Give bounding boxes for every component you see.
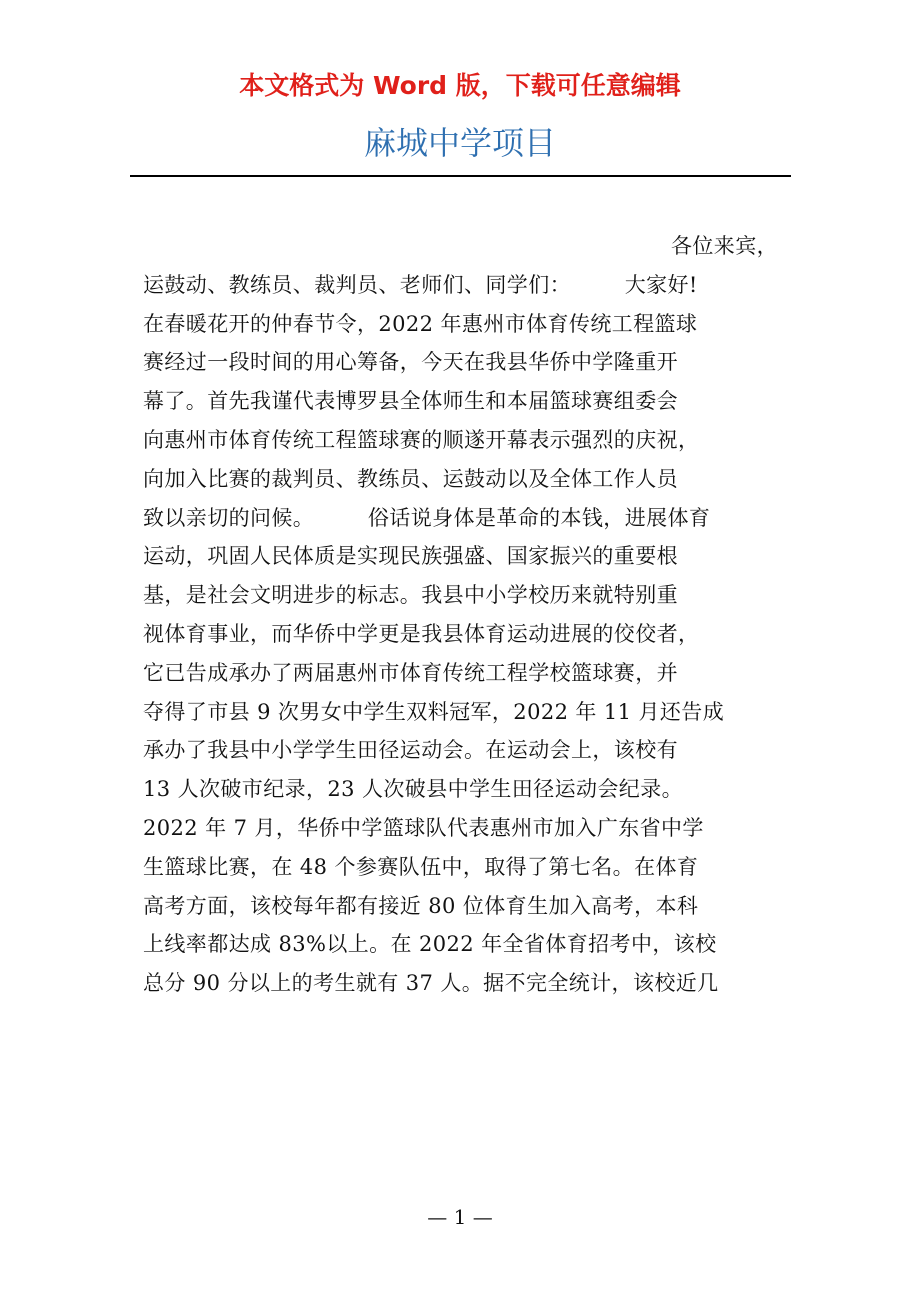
text-line: 承办了我县中小学学生田径运动会。在运动会上，该校有	[143, 738, 678, 763]
text-line: 基，是社会文明进步的标志。我县中小学校历来就特别重	[143, 583, 678, 608]
text-line: 赛经过一段时间的用心筹备，今天在我县华侨中学隆重开	[143, 350, 678, 375]
document-title: 麻城中学项目	[363, 124, 556, 162]
text-line: 向惠州市体育传统工程篮球赛的顺遂开幕表示强烈的庆祝，	[143, 427, 700, 452]
salutation-line: 各位来宾，	[671, 234, 778, 258]
text-line: 向加入比赛的裁判员、教练员、运鼓动以及全体工作人员	[143, 466, 678, 491]
text-line: 高考方面，该校每年都有接近 80 位体育生加入高考，本科	[143, 893, 699, 918]
text-line: 它已告成承办了两届惠州市体育传统工程学校篮球赛，并	[143, 660, 678, 685]
text-line: 生篮球比赛，在 48 个参赛队伍中，取得了第七名。在体育	[143, 854, 699, 879]
speech-body	[143, 227, 783, 1003]
text-line: 总分 90 分以上的考生就有 37 人。据不完全统计，该校近几	[143, 971, 719, 996]
page-number: — 1 —	[427, 1205, 493, 1229]
text-line: 致以亲切的问候。 俗话说身体是革命的本钱，进展体育	[143, 505, 711, 530]
text-line: 2022 年 7 月，华侨中学篮球队代表惠州市加入广东省中学	[143, 815, 704, 840]
text-line: 视体育事业，而华侨中学更是我县体育运动进展的佼佼者，	[143, 621, 700, 646]
text-line: 运动，巩固人民体质是实现民族强盛、国家振兴的重要根	[143, 544, 678, 569]
title-divider	[130, 175, 791, 177]
text-line: 幕了。首先我谨代表博罗县全体师生和本届篮球赛组委会	[143, 389, 678, 414]
text-line: 运鼓动、教练员、裁判员、老师们、同学们： 大家好!	[143, 272, 698, 297]
download-notice: 本文格式为 Word 版，下载可任意编辑	[239, 71, 681, 100]
text-line: 13 人次破市纪录，23 人次破县中学生田径运动会纪录。	[143, 777, 683, 802]
text-line: 上线率都达成 83%以上。在 2022 年全省体育招考中，该校	[143, 932, 717, 957]
text-line: 夺得了市县 9 次男女中学生双料冠军，2022 年 11 月还告成	[143, 699, 725, 724]
text-line: 在春暖花开的仲春节令，2022 年惠州市体育传统工程篮球	[143, 311, 698, 336]
